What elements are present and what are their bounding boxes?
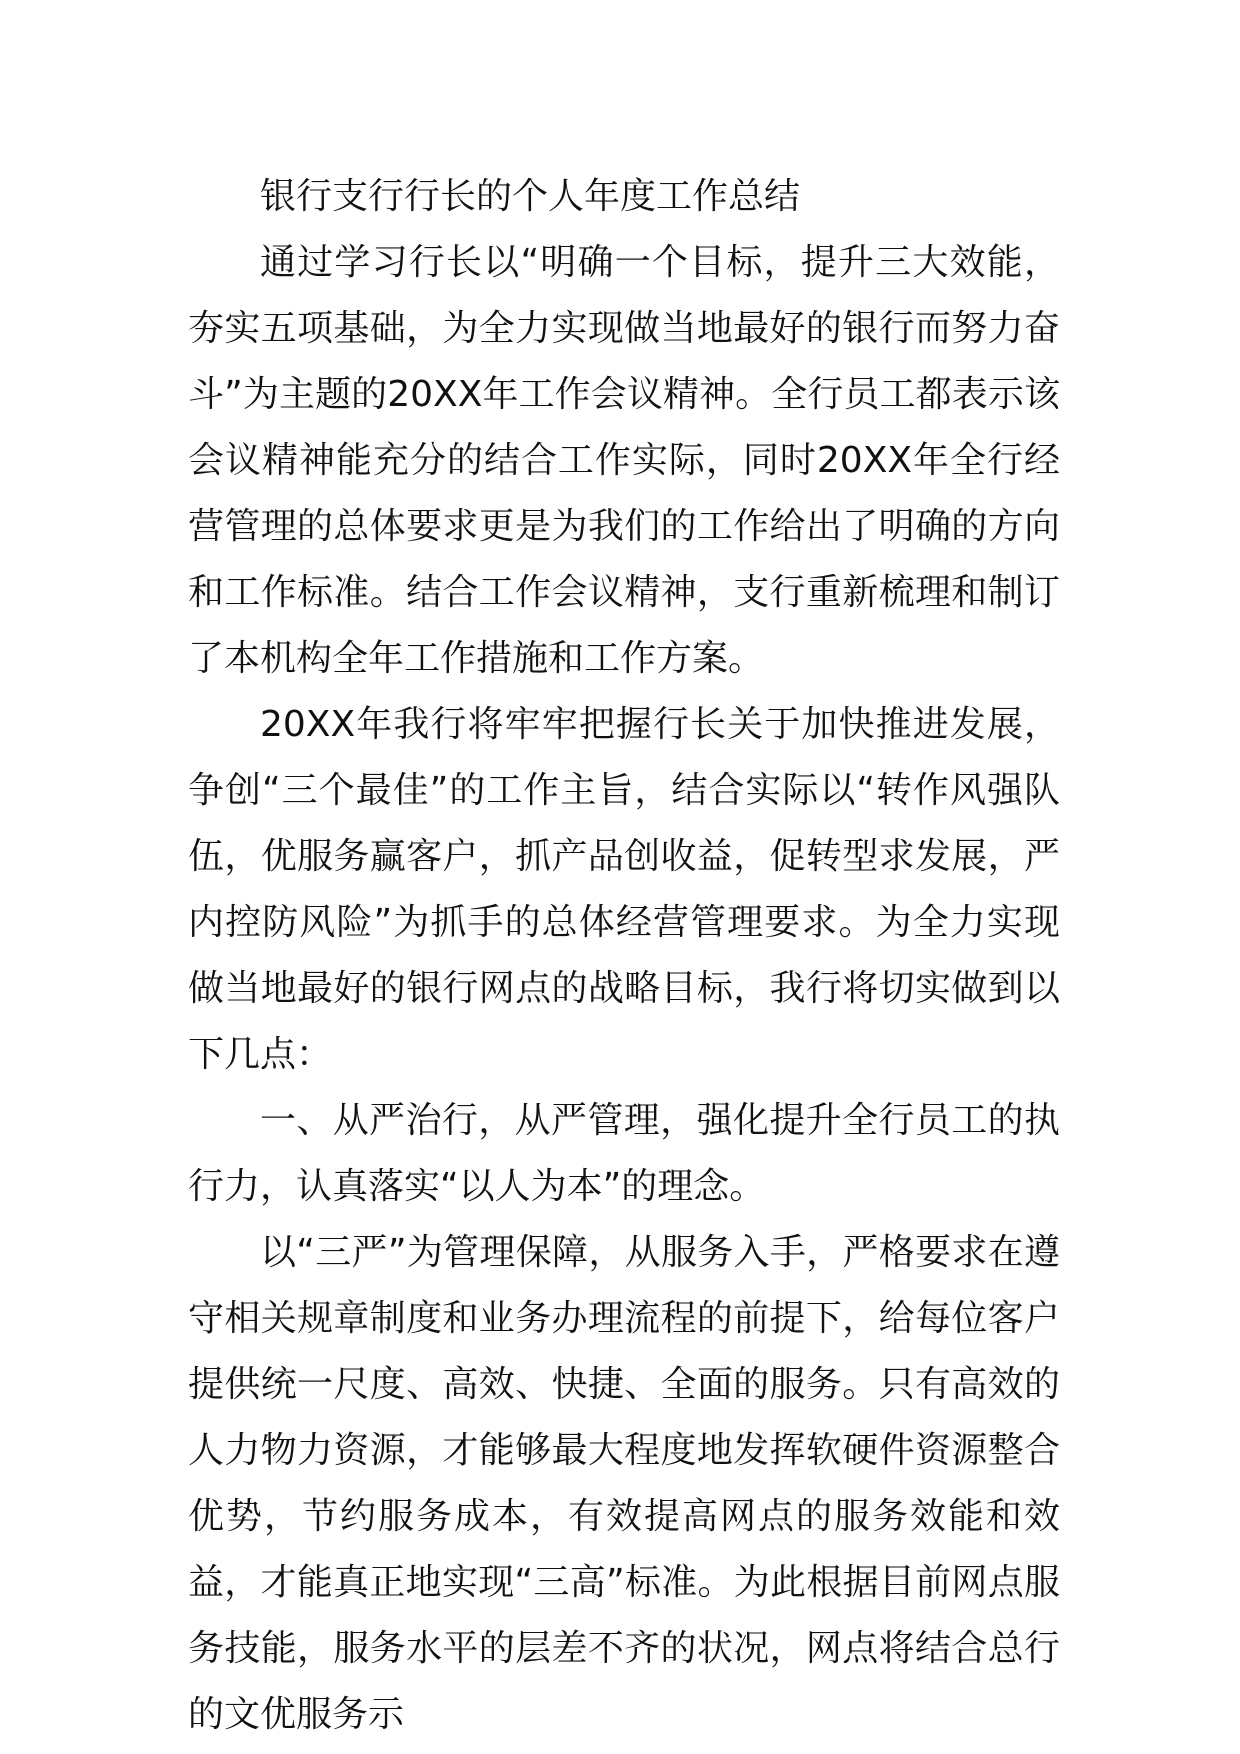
paragraph-management: 以“三严”为管理保障，从服务入手，严格要求在遵守相关规章制度和业务办理流程的前提下，给每位客户提供统一尺度、高效、快捷、全面的服务。只有高效的人力物力资源，才能够最大程度地发挥软硬件资源整合优势，节约服务成本，有效提高网点的服务效能和效益，才能真正地实现“三高”标准。为此根据目前网点服务技能，服务水平的层差不齐的状况，网点将结合总行的文优服务示 <box>188 1232 1060 1735</box>
paragraph-goals: 20XX年我行将牢牢把握行长关于加快推进发展，争创“三个最佳”的工作主旨，结合实际以“转作风强队伍，优服务赢客户，抓产品创收益，促转型求发展，严内控防风险”为抓手的总体经营管理要求。为全力实现做当地最好的银行网点的战略目标，我行将切实做到以下几点： <box>188 704 1060 1075</box>
document-body <box>188 164 1060 1748</box>
paragraph-section-one-heading: 一、从严治行，从严管理，强化提升全行员工的执行力，认真落实“以人为本”的理念。 <box>188 1100 1060 1207</box>
paragraph-intro: 通过学习行长以“明确一个目标，提升三大效能，夯实五项基础，为全力实现做当地最好的银行而努力奋斗”为主题的20XX年工作会议精神。全行员工都表示该会议精神能充分的结合工作实际，同时20XX年全行经营管理的总体要求更是为我们的工作给出了明确的方向和工作标准。结合工作会议精神，支行重新梳理和制订了本机构全年工作措施和工作方案。 <box>188 242 1060 679</box>
document-title: 银行支行行长的个人年度工作总结 <box>260 176 801 217</box>
